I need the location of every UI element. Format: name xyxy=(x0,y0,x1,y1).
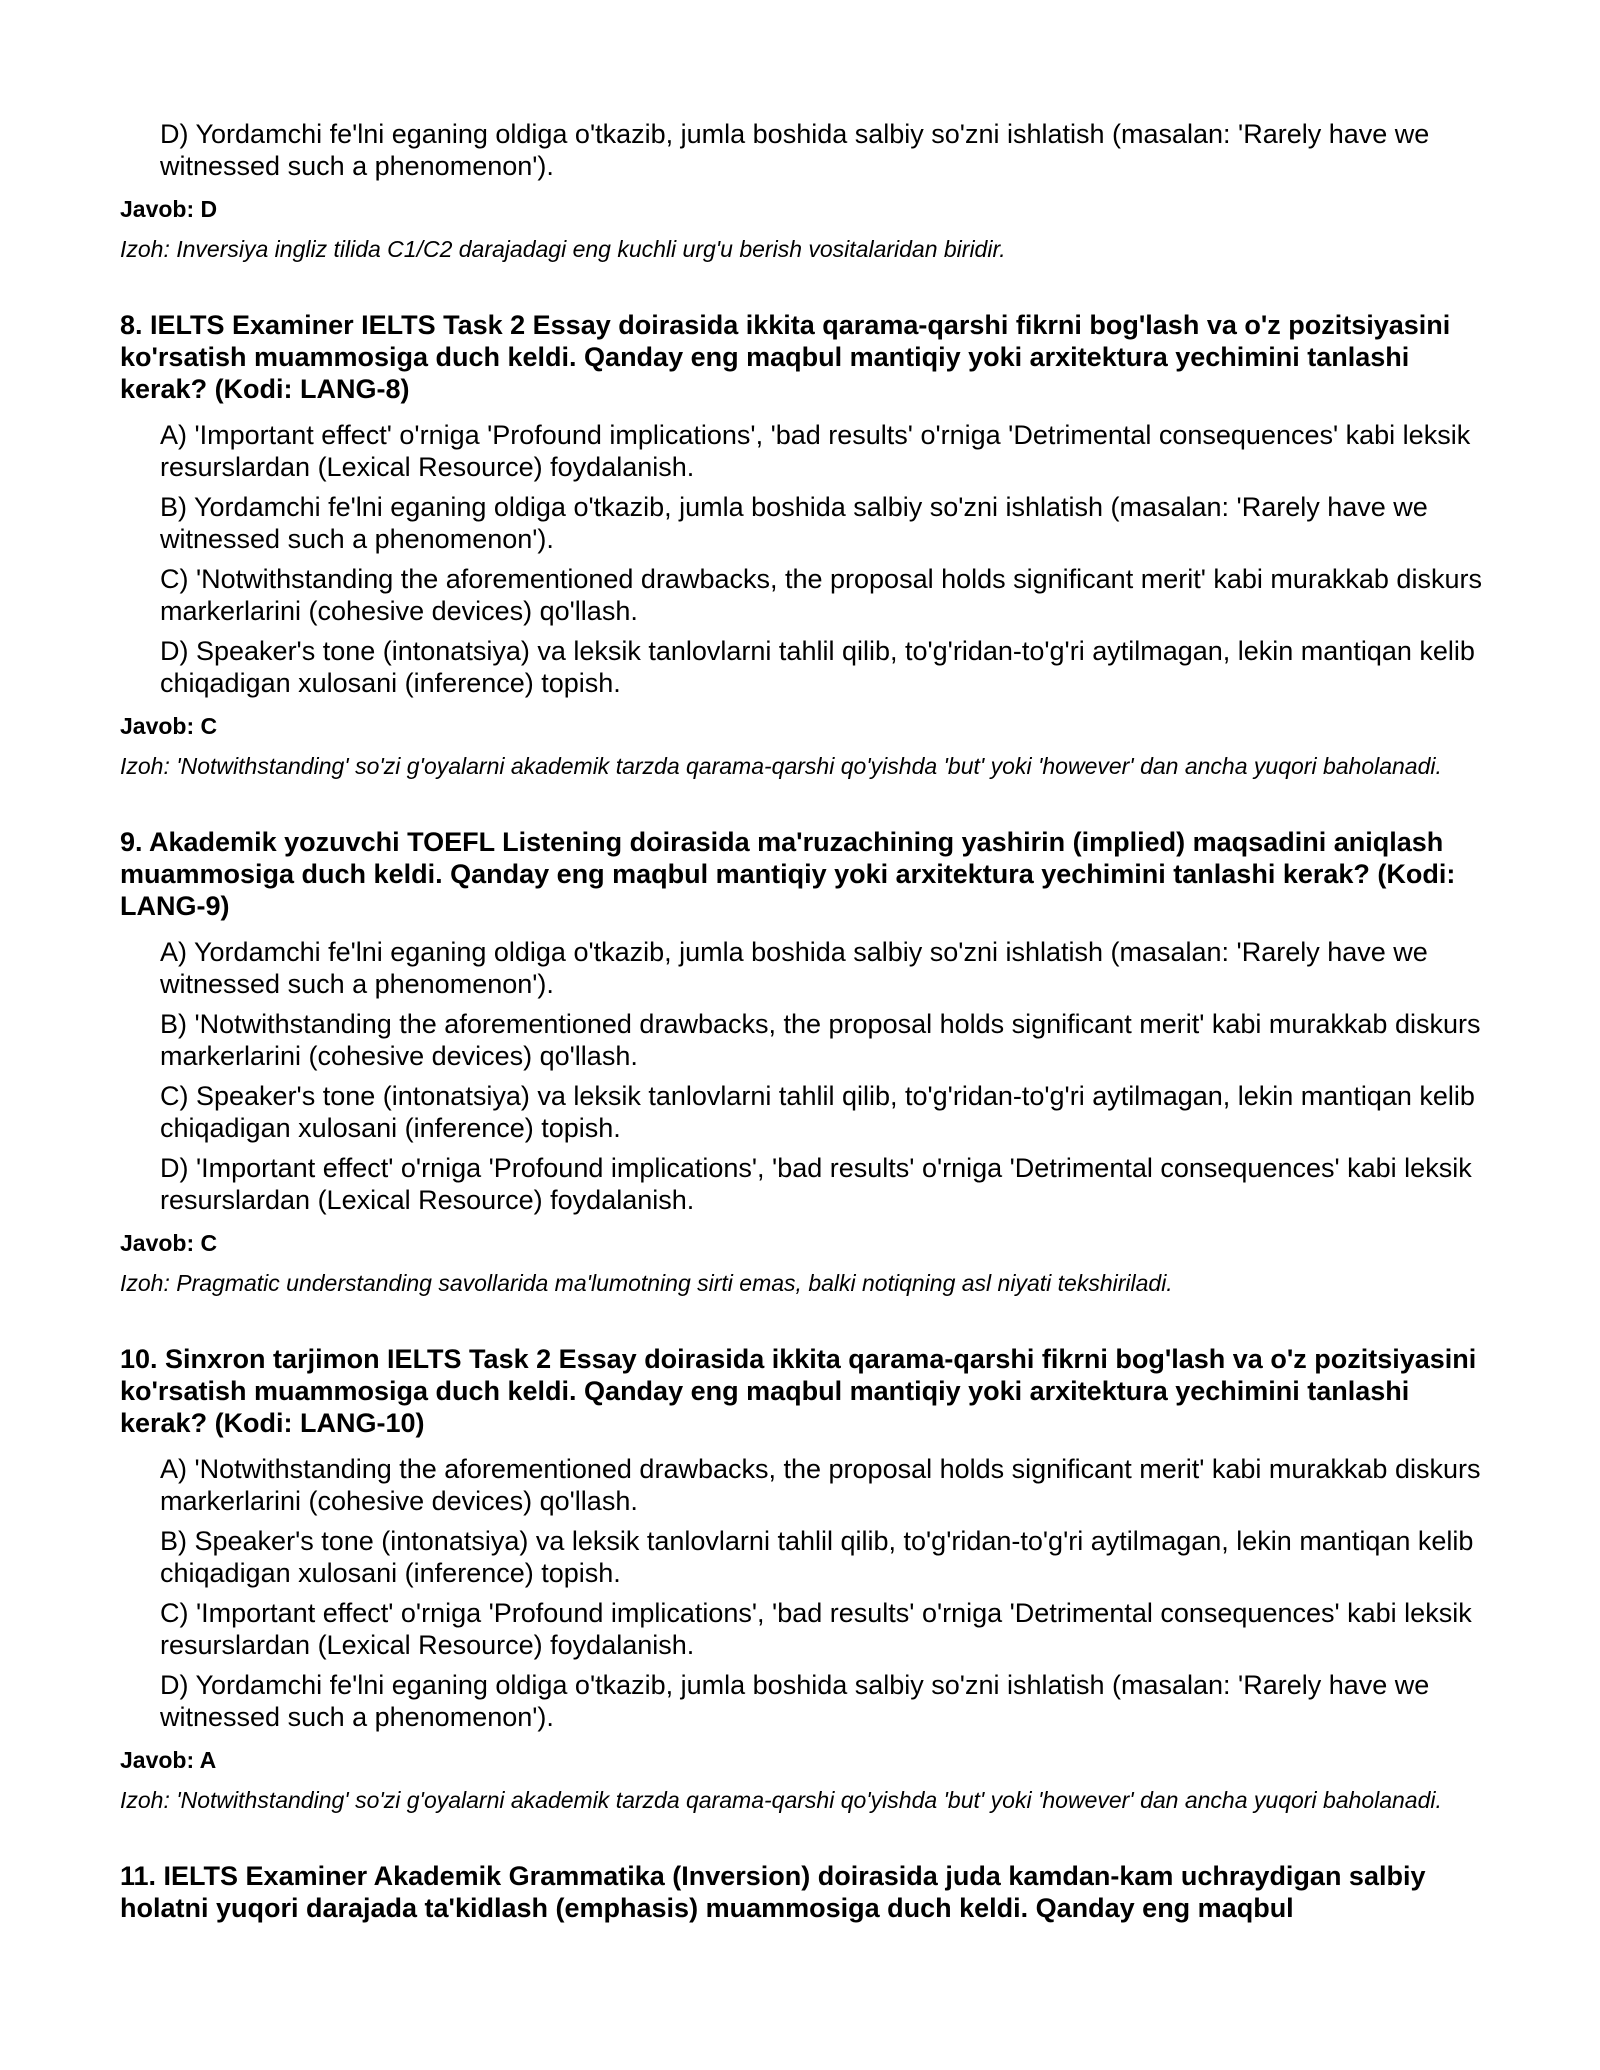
answer-line: Javob: D xyxy=(120,196,218,222)
explanation-note: Izoh: Inversiya ingliz tilida C1/C2 darajadagi eng kuchli urg'u berish vositalaridan biridir. xyxy=(120,236,1006,262)
answer-line: Javob: A xyxy=(120,1747,217,1773)
option-c: C) Speaker's tone (intonatsiya) va leksik tanlovlarni tahlil qilib, to'g'ridan-to'g'ri aytilmagan, lekin mantiqan kelib chiqadigan xulosani (inference) topish. xyxy=(160,1081,1475,1143)
question-text: 11. IELTS Examiner Akademik Grammatika (Inversion) doirasida juda kamdan-kam uchraydigan salbiy holatni yuqori darajada ta'kidlash (emphasis) muammosiga duch keldi. Qanday eng maqbul xyxy=(120,1861,1426,1923)
question-block xyxy=(120,1860,1500,1924)
explanation-note: Izoh: 'Notwithstanding' so'zi g'oyalarni akademik tarzda qarama-qarshi qo'yishda 'but' yoki 'however' dan ancha yuqori baholanadi. xyxy=(120,753,1442,779)
option-c: C) 'Important effect' o'rniga 'Profound implications', 'bad results' o'rniga 'Detrimental consequences' kabi leksik resurslardan (Lexical Resource) foydalanish. xyxy=(160,1598,1472,1660)
question-text: 9. Akademik yozuvchi TOEFL Listening doirasida ma'ruzachining yashirin (implied) maqsadini aniqlash muammosiga duch keldi. Qanday eng maqbul mantiqiy yoki arxitektura yechimini tanlashi kerak? (Kodi: LANG-9) xyxy=(120,827,1456,921)
question-text: 10. Sinxron tarjimon IELTS Task 2 Essay doirasida ikkita qarama-qarshi fikrni bog'lash va o'z pozitsiyasini ko'rsatish muammosiga duch keldi. Qanday eng maqbul mantiqiy yoki arxitektura yechimini tanlashi kerak? (Kodi: LANG-10) xyxy=(120,1344,1477,1438)
option-a: A) Yordamchi fe'lni eganing oldiga o'tkazib, jumla boshida salbiy so'zni ishlatish (masalan: 'Rarely have we witnessed such a phenomenon'). xyxy=(160,937,1428,999)
option-b: B) 'Notwithstanding the aforementioned drawbacks, the proposal holds significant merit' kabi murakkab diskurs markerlarini (cohesive devices) qo'llash. xyxy=(160,1009,1481,1071)
explanation-note: Izoh: 'Notwithstanding' so'zi g'oyalarni akademik tarzda qarama-qarshi qo'yishda 'but' yoki 'however' dan ancha yuqori baholanadi. xyxy=(120,1787,1442,1813)
option-c: C) 'Notwithstanding the aforementioned drawbacks, the proposal holds significant merit' kabi murakkab diskurs markerlarini (cohesive devices) qo'llash. xyxy=(160,564,1482,626)
option-d: D) Yordamchi fe'lni eganing oldiga o'tkazib, jumla boshida salbiy so'zni ishlatish (masalan: 'Rarely have we witnessed such a phenomenon'). xyxy=(160,1670,1430,1732)
document-page xyxy=(120,118,1500,1938)
option-a: A) 'Notwithstanding the aforementioned drawbacks, the proposal holds significant merit' kabi murakkab diskurs markerlarini (cohesive devices) qo'llash. xyxy=(160,1454,1481,1516)
question-block xyxy=(120,309,1500,782)
option-d: D) Yordamchi fe'lni eganing oldiga o'tkazib, jumla boshida salbiy so'zni ishlatish (masalan: 'Rarely have we witnessed such a phenomenon'). xyxy=(160,119,1430,181)
explanation-note: Izoh: Pragmatic understanding savollarida ma'lumotning sirti emas, balki notiqning asl niyati tekshiriladi. xyxy=(120,1270,1173,1296)
option-d: D) 'Important effect' o'rniga 'Profound implications', 'bad results' o'rniga 'Detrimental consequences' kabi leksik resurslardan (Lexical Resource) foydalanish. xyxy=(160,1153,1472,1215)
question-block xyxy=(120,118,1500,265)
question-block xyxy=(120,826,1500,1299)
answer-line: Javob: C xyxy=(120,1230,218,1256)
question-block xyxy=(120,1343,1500,1816)
answer-line: Javob: C xyxy=(120,713,218,739)
option-d: D) Speaker's tone (intonatsiya) va leksik tanlovlarni tahlil qilib, to'g'ridan-to'g'ri aytilmagan, lekin mantiqan kelib chiqadigan xulosani (inference) topish. xyxy=(160,636,1475,698)
option-b: B) Speaker's tone (intonatsiya) va leksik tanlovlarni tahlil qilib, to'g'ridan-to'g'ri aytilmagan, lekin mantiqan kelib chiqadigan xulosani (inference) topish. xyxy=(160,1526,1474,1588)
question-text: 8. IELTS Examiner IELTS Task 2 Essay doirasida ikkita qarama-qarshi fikrni bog'lash va o'z pozitsiyasini ko'rsatish muammosiga duch keldi. Qanday eng maqbul mantiqiy yoki arxitektura yechimini tanlashi kerak? (Kodi: LANG-8) xyxy=(120,310,1451,404)
option-a: A) 'Important effect' o'rniga 'Profound implications', 'bad results' o'rniga 'Detrimental consequences' kabi leksik resurslardan (Lexical Resource) foydalanish. xyxy=(160,420,1471,482)
option-b: B) Yordamchi fe'lni eganing oldiga o'tkazib, jumla boshida salbiy so'zni ishlatish (masalan: 'Rarely have we witnessed such a phenomenon'). xyxy=(160,492,1428,554)
